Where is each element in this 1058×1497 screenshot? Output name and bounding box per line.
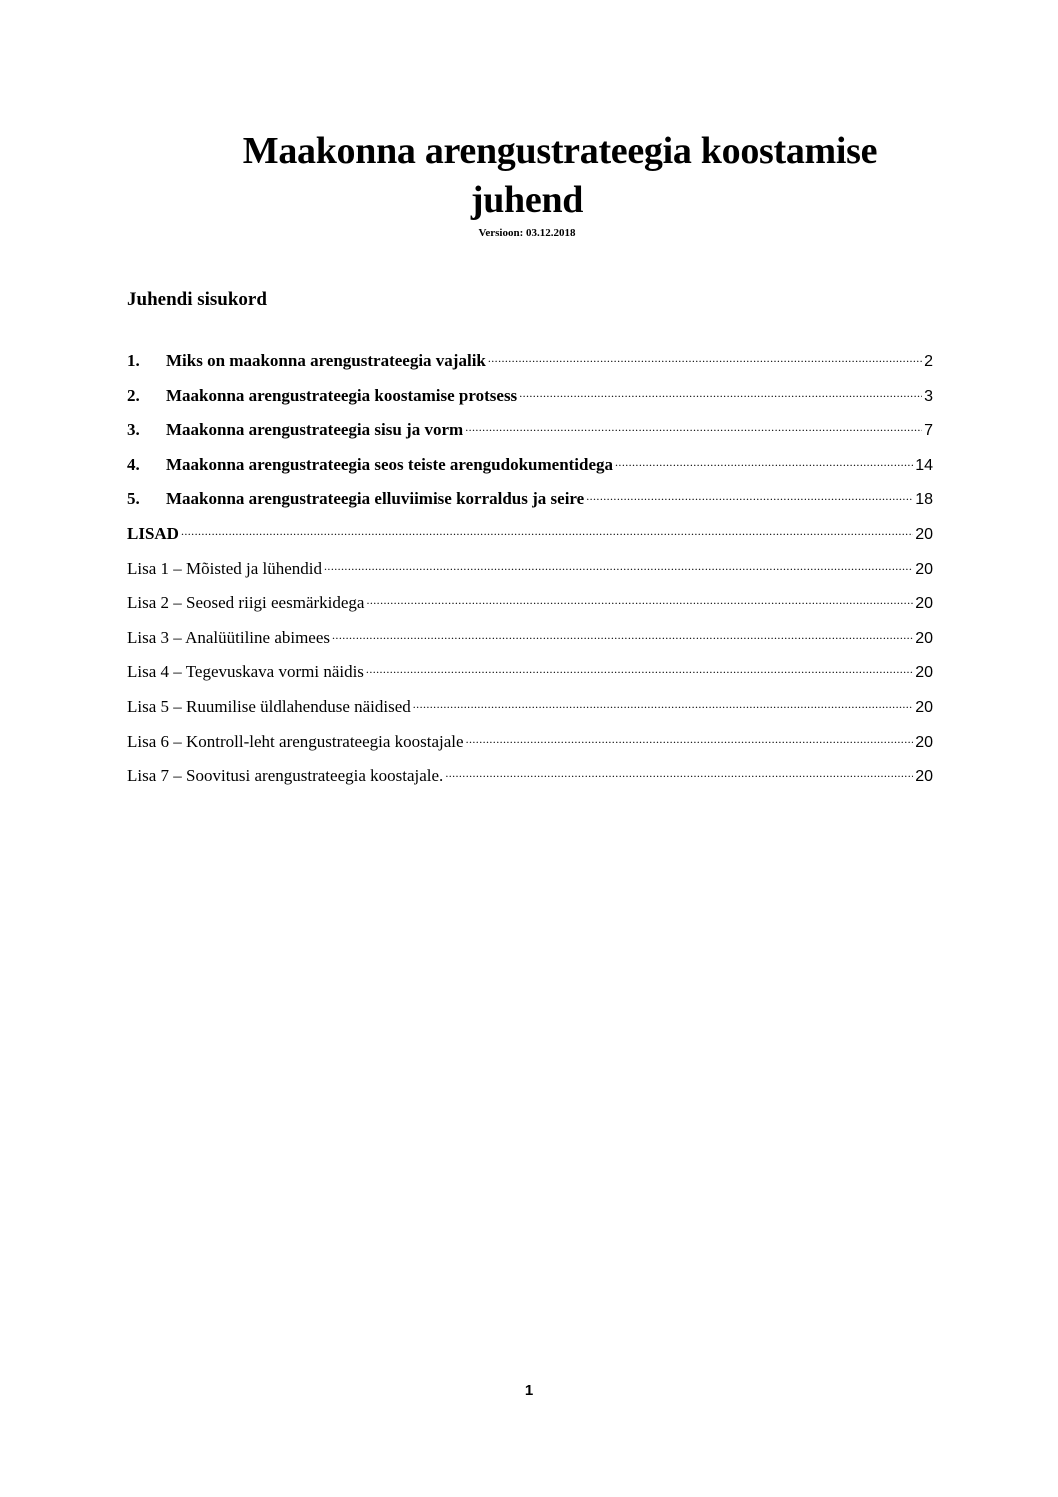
toc-entry-title[interactable]: Lisa 6 – Kontroll-leht arengustrateegia koostajale — [127, 731, 464, 751]
toc-entry-number: 5. — [127, 489, 140, 509]
toc-entry-page[interactable]: 20 — [915, 664, 933, 682]
toc-dot-leader — [466, 730, 914, 747]
toc-entry[interactable] — [127, 764, 933, 799]
toc-entry[interactable] — [127, 418, 933, 453]
toc-dot-leader — [332, 626, 913, 643]
toc-entry[interactable] — [127, 730, 933, 765]
toc-entry-page[interactable]: 20 — [915, 698, 933, 716]
toc-entry-number: 1. — [127, 351, 140, 370]
toc-entry-title[interactable]: LISAD — [127, 523, 179, 543]
toc-entry[interactable] — [127, 626, 933, 661]
toc-entry-page[interactable]: 20 — [915, 595, 933, 613]
toc-entry-title[interactable]: Maakonna arengustrateegia seos teiste arengudokumentidega — [166, 454, 614, 474]
toc-entry-page[interactable]: 18 — [915, 491, 933, 509]
toc-entry[interactable] — [127, 453, 933, 488]
toc-entry-number: 4. — [127, 454, 140, 474]
toc-entry[interactable] — [127, 487, 933, 522]
toc-entry-number: 3. — [127, 420, 140, 440]
toc-entry[interactable] — [127, 695, 933, 730]
toc-dot-leader — [366, 660, 913, 677]
toc-entry-title[interactable]: Maakonna arengustrateegia sisu ja vorm — [166, 420, 464, 440]
toc-entry-page[interactable]: 2 — [924, 353, 933, 370]
toc-entry[interactable] — [127, 349, 933, 384]
toc-entry-page[interactable]: 20 — [915, 560, 933, 578]
table-of-contents — [127, 349, 933, 799]
document-version: Versioon: 03.12.2018 — [478, 227, 576, 239]
toc-entry-page[interactable]: 20 — [915, 768, 933, 786]
page-number: 1 — [524, 1382, 534, 1399]
toc-entry-number: 2. — [127, 385, 140, 405]
toc-dot-leader — [586, 487, 913, 504]
toc-entry-page[interactable]: 14 — [915, 456, 933, 474]
toc-entry[interactable] — [127, 384, 933, 419]
toc-dot-leader — [413, 695, 913, 712]
toc-entry[interactable] — [127, 660, 933, 695]
toc-entry-title[interactable]: Maakonna arengustrateegia koostamise protsess — [166, 385, 518, 405]
document-title-line-2: juhend — [470, 179, 584, 221]
toc-entry-title[interactable]: Miks on maakonna arengustrateegia vajalik — [166, 351, 486, 370]
toc-entry-page[interactable]: 3 — [924, 387, 933, 405]
toc-dot-leader — [465, 418, 922, 435]
toc-entry[interactable] — [127, 522, 933, 557]
toc-dot-leader — [615, 453, 913, 470]
toc-entry-title[interactable]: Lisa 1 – Mõisted ja lühendid — [127, 558, 323, 578]
toc-dot-leader — [324, 557, 913, 574]
toc-dot-leader — [366, 591, 913, 608]
toc-entry-title[interactable]: Lisa 3 – Analüütiline abimees — [127, 627, 331, 647]
toc-heading: Juhendi sisukord — [127, 289, 267, 310]
toc-entry-page[interactable]: 20 — [915, 629, 933, 647]
toc-dot-leader — [445, 764, 913, 781]
toc-entry[interactable] — [127, 591, 933, 626]
toc-entry-page[interactable]: 20 — [915, 525, 933, 543]
toc-entry-title[interactable]: Lisa 5 – Ruumilise üldlahenduse näidised — [127, 696, 411, 716]
toc-entry[interactable] — [127, 557, 933, 592]
document-title-line-1: Maakonna arengustrateegia koostamise — [242, 130, 878, 172]
toc-entry-title[interactable]: Lisa 7 – Soovitusi arengustrateegia koostajale. — [127, 766, 444, 786]
toc-entry-title[interactable]: Lisa 2 – Seosed riigi eesmärkidega — [127, 593, 365, 613]
toc-entry-title[interactable]: Lisa 4 – Tegevuskava vormi näidis — [127, 662, 364, 682]
toc-entry-page[interactable]: 20 — [915, 733, 933, 751]
toc-entry-title[interactable]: Maakonna arengustrateegia elluviimise korraldus ja seire — [166, 489, 585, 509]
toc-dot-leader — [519, 384, 922, 401]
toc-dot-leader — [488, 349, 922, 366]
toc-entry-page[interactable]: 7 — [924, 422, 933, 440]
toc-dot-leader — [181, 522, 913, 539]
